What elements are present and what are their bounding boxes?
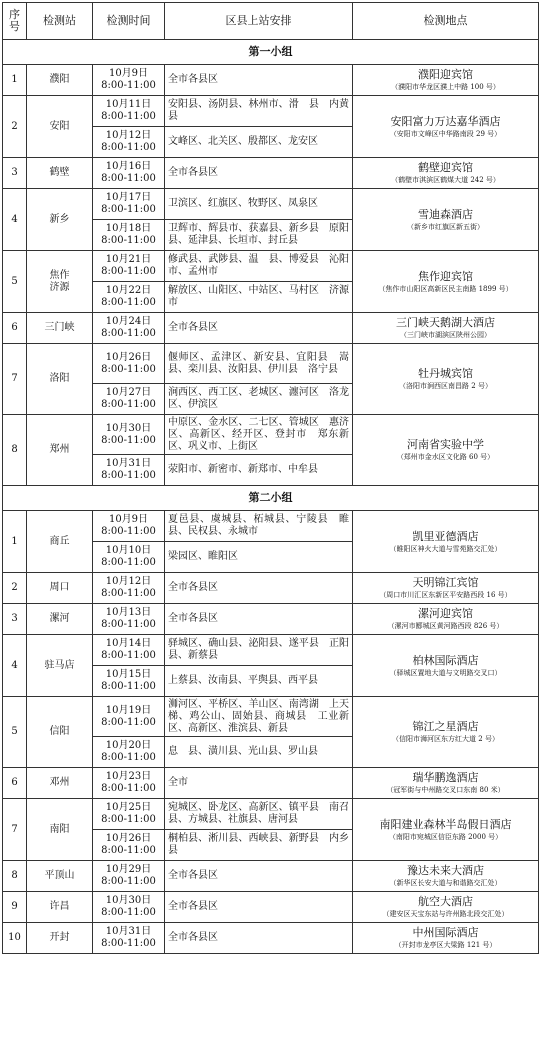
station-name: 邓州	[27, 768, 93, 799]
inspection-date: 10月31日	[105, 458, 152, 469]
venue-name: 中州国际酒店	[412, 926, 479, 939]
inspection-date: 10月15日	[105, 669, 152, 680]
inspection-time	[93, 282, 165, 313]
station-name: 鹤壁	[27, 158, 93, 189]
venue-address: （开封市龙亭区大梁路 121 号）	[394, 941, 497, 949]
inspection-hours: 8:00-11:00	[101, 526, 156, 537]
station-name: 商丘	[27, 511, 93, 573]
venue-address: （建安区天宝东站与许州路北段交汇处）	[382, 910, 509, 918]
inspection-time	[93, 251, 165, 282]
inspection-time	[93, 923, 165, 954]
inspection-time	[93, 384, 165, 415]
inspection-date: 10月27日	[105, 387, 152, 398]
group-header-row	[3, 40, 539, 65]
station-name: 开封	[27, 923, 93, 954]
inspection-venue	[353, 65, 539, 96]
district-arrangement: 全市各县区	[165, 861, 353, 892]
inspection-time	[93, 542, 165, 573]
inspection-time	[93, 65, 165, 96]
inspection-hours: 8:00-11:00	[101, 938, 156, 949]
inspection-hours: 8:00-11:00	[101, 716, 156, 728]
inspection-date: 10月25日	[105, 802, 152, 813]
inspection-date: 10月16日	[105, 161, 152, 172]
inspection-hours: 8:00-11:00	[101, 557, 156, 568]
district-arrangement: 安阳县、汤阴县、林州市、滑 县 内黄县	[165, 96, 353, 127]
venue-address: （周口市川汇区东新区平安路西段 16 号）	[379, 591, 512, 599]
inspection-date: 10月11日	[105, 99, 152, 110]
inspection-time	[93, 158, 165, 189]
station-name: 信阳	[27, 697, 93, 768]
inspection-hours: 8:00-11:00	[101, 752, 156, 763]
table-row	[3, 96, 539, 127]
district-arrangement: 荥阳市、新密市、新郑市、中牟县	[165, 455, 353, 486]
inspection-hours: 8:00-11:00	[101, 876, 156, 887]
table-row	[3, 158, 539, 189]
venue-name: 豫达未来大酒店	[407, 864, 484, 877]
inspection-time	[93, 455, 165, 486]
venue-name: 雪迪森酒店	[418, 207, 473, 221]
table-row	[3, 251, 539, 282]
inspection-date: 10月20日	[105, 740, 152, 751]
inspection-hours: 8:00-11:00	[101, 470, 156, 481]
venue-name: 瑞华鹏逸酒店	[412, 771, 479, 784]
station-name: 三门峡	[27, 313, 93, 344]
district-arrangement: 解放区、山阳区、中站区、马村区 济源市	[165, 282, 353, 313]
district-arrangement: 偃师区、孟津区、新安县、宜阳县 嵩 县、栾川县、汝阳县、伊川县 洛宁县	[165, 344, 353, 384]
venue-name: 安阳富力万达嘉华酒店	[390, 114, 501, 128]
table-row	[3, 344, 539, 384]
inspection-hours: 8:00-11:00	[101, 204, 156, 215]
table-row	[3, 65, 539, 96]
inspection-venue	[353, 923, 539, 954]
venue-address: （濮阳市华龙区濮上中路 100 号）	[391, 83, 500, 91]
inspection-time	[93, 666, 165, 697]
schedule-body	[3, 40, 539, 954]
inspection-date: 10月21日	[105, 254, 152, 265]
district-arrangement: 全市	[165, 768, 353, 799]
venue-address: （驿城区置地大道与文明路交叉口）	[389, 668, 502, 677]
inspection-date: 10月10日	[105, 545, 152, 556]
district-arrangement: 夏邑县、虞城县、柘城县、宁陵县 睢 县、民权县、永城市	[165, 511, 353, 542]
inspection-time	[93, 573, 165, 604]
station-name: 漯河	[27, 604, 93, 635]
inspection-venue	[353, 635, 539, 697]
station-number: 7	[3, 799, 27, 861]
district-arrangement: 全市各县区	[165, 158, 353, 189]
district-arrangement: 全市各县区	[165, 573, 353, 604]
table-row	[3, 635, 539, 666]
station-name: 许昌	[27, 892, 93, 923]
district-arrangement: 中原区、金水区、二七区、管城区 惠济区、高新区、经开区、登封市 郑东新区、巩义市、上街区	[165, 415, 353, 455]
district-arrangement: 梁园区、睢阳区	[165, 542, 353, 573]
station-number: 3	[3, 158, 27, 189]
station-number: 4	[3, 635, 27, 697]
station-name: 郑州	[27, 415, 93, 486]
district-arrangement: 修武县、武陟县、温 县、博爱县 沁阳市、孟州市	[165, 251, 353, 282]
inspection-time	[93, 861, 165, 892]
inspection-hours: 8:00-11:00	[101, 399, 156, 410]
station-number: 9	[3, 892, 27, 923]
district-arrangement: 全市各县区	[165, 892, 353, 923]
station-name: 焦作 济源	[27, 251, 93, 313]
inspection-time	[93, 313, 165, 344]
inspection-date: 10月9日	[108, 514, 149, 525]
inspection-venue	[353, 415, 539, 486]
header-row	[3, 3, 539, 40]
venue-address: （睢阳区神火大道与雪苑路交汇处）	[389, 544, 502, 553]
district-arrangement: 全市各县区	[165, 604, 353, 635]
inspection-date: 10月30日	[105, 422, 152, 434]
station-number: 10	[3, 923, 27, 954]
inspection-date: 10月18日	[105, 223, 152, 234]
district-arrangement: 上蔡县、汝南县、平舆县、西平县	[165, 666, 353, 697]
col-header-districts: 区县上站安排	[165, 3, 353, 40]
inspection-hours: 8:00-11:00	[101, 111, 156, 122]
inspection-hours: 8:00-11:00	[101, 681, 156, 692]
table-row	[3, 573, 539, 604]
inspection-venue	[353, 892, 539, 923]
inspection-date: 10月14日	[105, 638, 152, 649]
venue-address: （洛阳市涧西区南昌路 2 号）	[399, 382, 492, 390]
venue-name: 凯里亚德酒店	[412, 529, 479, 543]
inspection-time	[93, 799, 165, 830]
venue-address: （郑州市金水区文化路 60 号）	[396, 453, 495, 461]
table-row	[3, 923, 539, 954]
inspection-venue	[353, 573, 539, 604]
table-row	[3, 189, 539, 220]
station-number: 2	[3, 96, 27, 158]
inspection-venue	[353, 344, 539, 415]
inspection-time	[93, 737, 165, 768]
venue-address: （新华区长安大道与和谐路交汇处）	[389, 879, 502, 887]
station-name: 安阳	[27, 96, 93, 158]
inspection-time	[93, 768, 165, 799]
inspection-time	[93, 635, 165, 666]
inspection-hours: 8:00-11:00	[101, 142, 156, 153]
inspection-venue	[353, 158, 539, 189]
station-name: 新乡	[27, 189, 93, 251]
inspection-time	[93, 830, 165, 861]
inspection-hours: 8:00-11:00	[101, 845, 156, 856]
inspection-hours: 8:00-11:00	[101, 814, 156, 825]
venue-name: 柏林国际酒店	[412, 653, 479, 667]
station-name: 驻马店	[27, 635, 93, 697]
district-arrangement: 全市各县区	[165, 313, 353, 344]
col-header-no: 序号	[3, 3, 27, 40]
table-row	[3, 861, 539, 892]
inspection-hours: 8:00-11:00	[101, 650, 156, 661]
station-name: 洛阳	[27, 344, 93, 415]
inspection-time	[93, 96, 165, 127]
venue-address: （焦作市山阳区高新区民主南路 1899 号）	[378, 284, 513, 293]
inspection-hours: 8:00-11:00	[101, 907, 156, 918]
inspection-date: 10月31日	[105, 926, 152, 937]
inspection-venue	[353, 96, 539, 158]
inspection-hours: 8:00-11:00	[101, 328, 156, 339]
station-number: 8	[3, 415, 27, 486]
inspection-venue	[353, 313, 539, 344]
inspection-date: 10月29日	[105, 864, 152, 875]
venue-name: 牡丹城宾馆	[418, 367, 473, 380]
venue-address: （安阳市文峰区中华路南段 29 号）	[389, 129, 502, 138]
venue-name: 焦作迎宾馆	[418, 269, 473, 283]
table-row	[3, 768, 539, 799]
inspection-hours: 8:00-11:00	[101, 619, 156, 630]
inspection-hours: 8:00-11:00	[101, 235, 156, 246]
station-number: 4	[3, 189, 27, 251]
station-number: 8	[3, 861, 27, 892]
district-arrangement: 涧西区、西工区、老城区、瀍河区 洛龙区、伊滨区	[165, 384, 353, 415]
inspection-date: 10月22日	[105, 285, 152, 296]
inspection-time	[93, 604, 165, 635]
district-arrangement: 驿城区、确山县、泌阳县、遂平县 正阳县、新蔡县	[165, 635, 353, 666]
inspection-venue	[353, 697, 539, 768]
venue-address: （冠军街与中州路交叉口东南 80 米）	[386, 786, 505, 794]
district-arrangement: 宛城区、卧龙区、高新区、镇平县 南召县、方城县、社旗县、唐河县	[165, 799, 353, 830]
district-arrangement: 全市各县区	[165, 65, 353, 96]
inspection-hours: 8:00-11:00	[101, 434, 156, 446]
station-number: 3	[3, 604, 27, 635]
venue-address: （三门峡市湖滨区陕州公园）	[400, 331, 491, 339]
venue-name: 鹤壁迎宾馆	[418, 161, 473, 174]
inspection-hours: 8:00-11:00	[101, 783, 156, 794]
station-number: 2	[3, 573, 27, 604]
inspection-date: 10月30日	[105, 895, 152, 906]
station-name: 周口	[27, 573, 93, 604]
inspection-venue	[353, 799, 539, 861]
col-header-time: 检测时间	[93, 3, 165, 40]
table-row	[3, 511, 539, 542]
district-arrangement: 浉河区、平桥区、羊山区、南湾湖 上天梯、鸡公山、固始县、商城县 工业新区、高新区、淮滨县、新县	[165, 697, 353, 737]
station-number: 5	[3, 697, 27, 768]
inspection-schedule-table	[2, 2, 539, 954]
inspection-venue	[353, 604, 539, 635]
inspection-date: 10月19日	[105, 704, 152, 716]
station-number: 7	[3, 344, 27, 415]
inspection-hours: 8:00-11:00	[101, 297, 156, 308]
station-number: 1	[3, 511, 27, 573]
inspection-hours: 8:00-11:00	[101, 588, 156, 599]
group-title: 第二小组	[3, 486, 539, 511]
inspection-time	[93, 697, 165, 737]
district-arrangement: 卫滨区、红旗区、牧野区、凤泉区	[165, 189, 353, 220]
table-row	[3, 415, 539, 455]
venue-address: （新乡市红旗区新五街）	[407, 222, 484, 231]
inspection-venue	[353, 511, 539, 573]
inspection-venue	[353, 251, 539, 313]
station-number: 5	[3, 251, 27, 313]
inspection-date: 10月23日	[105, 771, 152, 782]
venue-name: 三门峡天鹅湖大酒店	[396, 316, 495, 329]
group-header-row	[3, 486, 539, 511]
district-arrangement: 卫辉市、辉县市、获嘉县、新乡县 原阳县、延津县、长垣市、封丘县	[165, 220, 353, 251]
station-number: 6	[3, 313, 27, 344]
station-name: 平顶山	[27, 861, 93, 892]
table-row	[3, 697, 539, 737]
group-title: 第一小组	[3, 40, 539, 65]
venue-address: （信阳市浉河区东方红大道 2 号）	[392, 735, 499, 743]
venue-name: 漯河迎宾馆	[418, 607, 473, 620]
inspection-venue	[353, 861, 539, 892]
inspection-hours: 8:00-11:00	[101, 266, 156, 277]
venue-address: （漯河市郾城区黄河路西段 826 号）	[387, 622, 504, 630]
inspection-date: 10月26日	[105, 351, 152, 363]
inspection-time	[93, 344, 165, 384]
venue-name: 南阳建业森林半岛假日酒店	[379, 817, 512, 831]
district-arrangement: 全市各县区	[165, 923, 353, 954]
inspection-hours: 8:00-11:00	[101, 363, 156, 375]
station-number: 6	[3, 768, 27, 799]
inspection-date: 10月9日	[108, 68, 149, 79]
venue-name: 天明锦江宾馆	[412, 576, 479, 589]
inspection-date: 10月17日	[105, 192, 152, 203]
station-name: 濮阳	[27, 65, 93, 96]
district-arrangement: 文峰区、北关区、殷都区、龙安区	[165, 127, 353, 158]
district-arrangement: 息 县、潢川县、光山县、罗山县	[165, 737, 353, 768]
col-header-venue: 检测地点	[353, 3, 539, 40]
inspection-time	[93, 127, 165, 158]
inspection-date: 10月26日	[105, 833, 152, 844]
venue-address: （南阳市宛城区信臣东路 2000 号）	[388, 832, 503, 841]
inspection-venue	[353, 768, 539, 799]
inspection-hours: 8:00-11:00	[101, 173, 156, 184]
inspection-time	[93, 511, 165, 542]
table-row	[3, 799, 539, 830]
venue-address: （鹤壁市淇滨区鹤煤大道 242 号）	[391, 176, 500, 184]
inspection-date: 10月12日	[105, 576, 152, 587]
inspection-date: 10月24日	[105, 316, 152, 327]
district-arrangement: 桐柏县、淅川县、西峡县、新野县 内乡县	[165, 830, 353, 861]
venue-name: 航空大酒店	[418, 895, 473, 908]
station-name: 南阳	[27, 799, 93, 861]
inspection-time	[93, 892, 165, 923]
venue-name: 河南省实验中学	[407, 438, 484, 451]
inspection-time	[93, 220, 165, 251]
col-header-station: 检测站	[27, 3, 93, 40]
inspection-date: 10月13日	[105, 607, 152, 618]
table-row	[3, 313, 539, 344]
inspection-hours: 8:00-11:00	[101, 80, 156, 91]
inspection-venue	[353, 189, 539, 251]
venue-name: 濮阳迎宾馆	[418, 68, 473, 81]
venue-name: 锦江之星酒店	[412, 720, 479, 733]
station-number: 1	[3, 65, 27, 96]
inspection-time	[93, 415, 165, 455]
table-row	[3, 604, 539, 635]
inspection-date: 10月12日	[105, 130, 152, 141]
table-row	[3, 892, 539, 923]
inspection-time	[93, 189, 165, 220]
